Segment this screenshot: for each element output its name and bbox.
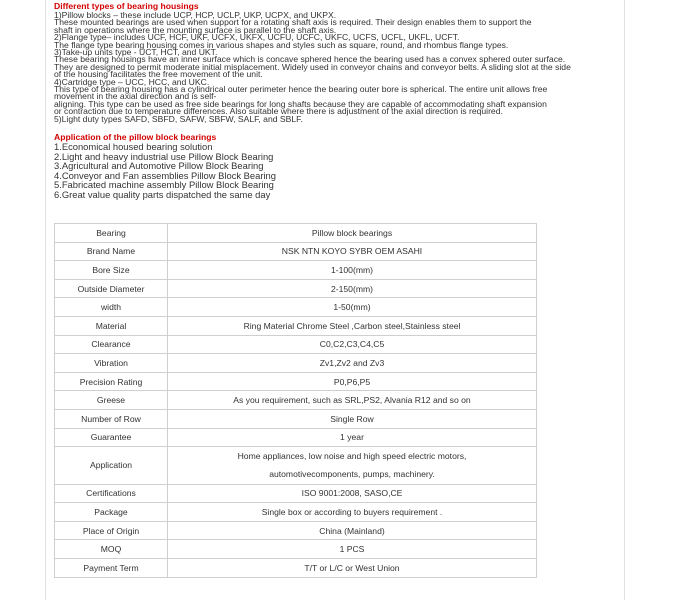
table-row bbox=[55, 559, 537, 578]
spec-key: Certifications bbox=[55, 484, 168, 503]
table-row bbox=[55, 372, 537, 391]
spec-key: Bearing bbox=[55, 224, 168, 243]
list-item: 6.Great value quality parts dispatched the same day bbox=[54, 189, 271, 201]
spec-value: P0,P6,P5 bbox=[168, 372, 537, 391]
text-line: or contraction due to temperature differences. Also suitable where there is adjustment of the axial direction is required. bbox=[54, 106, 503, 117]
list-item: 1.Economical housed bearing solution bbox=[54, 141, 213, 153]
spec-value: ISO 9001:2008, SASO,CE bbox=[168, 484, 537, 503]
spec-value-line: automotivecomponents, pumps, machinery. bbox=[269, 469, 435, 480]
spec-value: China (Mainland) bbox=[168, 521, 537, 540]
table-row bbox=[55, 428, 537, 447]
table-row bbox=[55, 298, 537, 317]
text-line: 5)Light duty types SAFD, SBFD, SAFW, SBFW, SALF, and SBLF. bbox=[54, 113, 303, 124]
list-item: 2.Light and heavy industrial use Pillow Block Bearing bbox=[54, 150, 274, 162]
list-item: 4.Conveyor and Fan assemblies Pillow Block Bearing bbox=[54, 169, 276, 181]
text-line: 1)Pillow blocks – these include UCP, HCP, UCLP, UKP, UCPX, and UKPX. bbox=[54, 10, 337, 20]
spec-key: Bore Size bbox=[55, 261, 168, 280]
spec-value: C0,C2,C3,C4,C5 bbox=[168, 335, 537, 354]
spec-key: MOQ bbox=[55, 540, 168, 559]
table-row bbox=[55, 261, 537, 280]
text-line: They are designed to permit moderate initial misplacement. Widely used in conveyor chains and conveyor belts. A sliding slot at the side bbox=[54, 61, 571, 72]
text-line: The flange type bearing housing comes in various shapes and styles such as square, round, and rhombus flange types. bbox=[54, 39, 509, 50]
spec-key: width bbox=[55, 298, 168, 317]
table-row bbox=[55, 409, 537, 428]
spec-key: Greese bbox=[55, 391, 168, 410]
table-row bbox=[55, 391, 537, 410]
table-row bbox=[55, 354, 537, 373]
spec-key: Precision Rating bbox=[55, 372, 168, 391]
text-line: shaft in operations where the mounting surface is parallel to the shaft axis. bbox=[54, 24, 337, 35]
description-content bbox=[54, 2, 614, 200]
application-list bbox=[54, 142, 614, 200]
text-line: 2)Flange type– includes UCF, HCF, UKF, UCFX, UKFX, UCFU, UCFC, UKFC, UCFS, UCFL, UKFL, UCFT. bbox=[54, 32, 460, 43]
spec-value: 2-150(mm) bbox=[168, 279, 537, 298]
spec-key: Place of Origin bbox=[55, 521, 168, 540]
spec-value: As you requirement, such as SRL,PS2, Alvania R12 and so on bbox=[168, 391, 537, 410]
housing-types-text bbox=[54, 11, 614, 123]
table-row bbox=[55, 335, 537, 354]
text-line: This type of bearing housing has a cylindrical outer perimeter hence the bearing outer bore is spherical. The entire unit allows free bbox=[54, 84, 548, 95]
spec-key: Brand Name bbox=[55, 242, 168, 261]
spec-key: Number of Row bbox=[55, 409, 168, 428]
spec-key: Application bbox=[55, 447, 168, 485]
list-item: 3.Agricultural and Automotive Pillow Block Bearing bbox=[54, 160, 264, 172]
text-line: movement in the axial direction and is self- bbox=[54, 91, 217, 102]
spec-key: Payment Term bbox=[55, 559, 168, 578]
table-row bbox=[55, 279, 537, 298]
spec-value: NSK NTN KOYO SYBR OEM ASAHI bbox=[168, 242, 537, 261]
spec-key: Guarantee bbox=[55, 428, 168, 447]
spec-table bbox=[54, 223, 537, 578]
text-line: aligning. This type can be used as free side bearings for long shafts because they are capable of accommodating shaft expansion bbox=[54, 98, 547, 109]
application-heading: Application of the pillow block bearings bbox=[54, 132, 217, 143]
spec-value-line: Home appliances, low noise and high speed electric motors, bbox=[237, 451, 467, 462]
spec-value bbox=[168, 447, 537, 485]
table-row bbox=[55, 521, 537, 540]
spec-value: Pillow block bearings bbox=[168, 224, 537, 243]
spec-value: T/T or L/C or West Union bbox=[168, 559, 537, 578]
table-row bbox=[55, 242, 537, 261]
table-row bbox=[55, 484, 537, 503]
text-line: 3)Take-up units type - UCT, HCT, and UKT. bbox=[54, 47, 218, 58]
spec-value: Zv1,Zv2 and Zv3 bbox=[168, 354, 537, 373]
spec-value: 1 year bbox=[168, 428, 537, 447]
spec-value: Ring Material Chrome Steel ,Carbon steel,Stainless steel bbox=[168, 316, 537, 335]
spec-key: Vibration bbox=[55, 354, 168, 373]
table-row bbox=[55, 316, 537, 335]
spec-key: Clearance bbox=[55, 335, 168, 354]
text-line: 4)Cartridge type – UCC, HCC, and UKC. bbox=[54, 76, 210, 87]
spec-key: Material bbox=[55, 316, 168, 335]
table-row bbox=[55, 447, 537, 485]
spec-key: Outside Diameter bbox=[55, 279, 168, 298]
spec-value: 1-50(mm) bbox=[168, 298, 537, 317]
table-row bbox=[55, 503, 537, 522]
spec-value: Single box or according to buyers requirement . bbox=[168, 503, 537, 522]
housing-types-heading: Different types of bearing housings bbox=[54, 1, 199, 11]
spec-key: Package bbox=[55, 503, 168, 522]
spec-value: 1-100(mm) bbox=[168, 261, 537, 280]
table-row bbox=[55, 540, 537, 559]
spec-value: Single Row bbox=[168, 409, 537, 428]
table-row bbox=[55, 224, 537, 243]
text-line: These mounted bearings are used when support for a rotating shaft axis is required. Their design enables them to support the bbox=[54, 17, 532, 28]
list-item: 5.Fabricated machine assembly Pillow Block Bearing bbox=[54, 179, 274, 191]
spec-value: 1 PCS bbox=[168, 540, 537, 559]
text-line: These bearing housings have an inner surface which is concave sphered hence the bearing used has a convex sphered outer surface. bbox=[54, 54, 566, 65]
text-line: of the housing facilitates the free movement of the unit. bbox=[54, 69, 263, 80]
